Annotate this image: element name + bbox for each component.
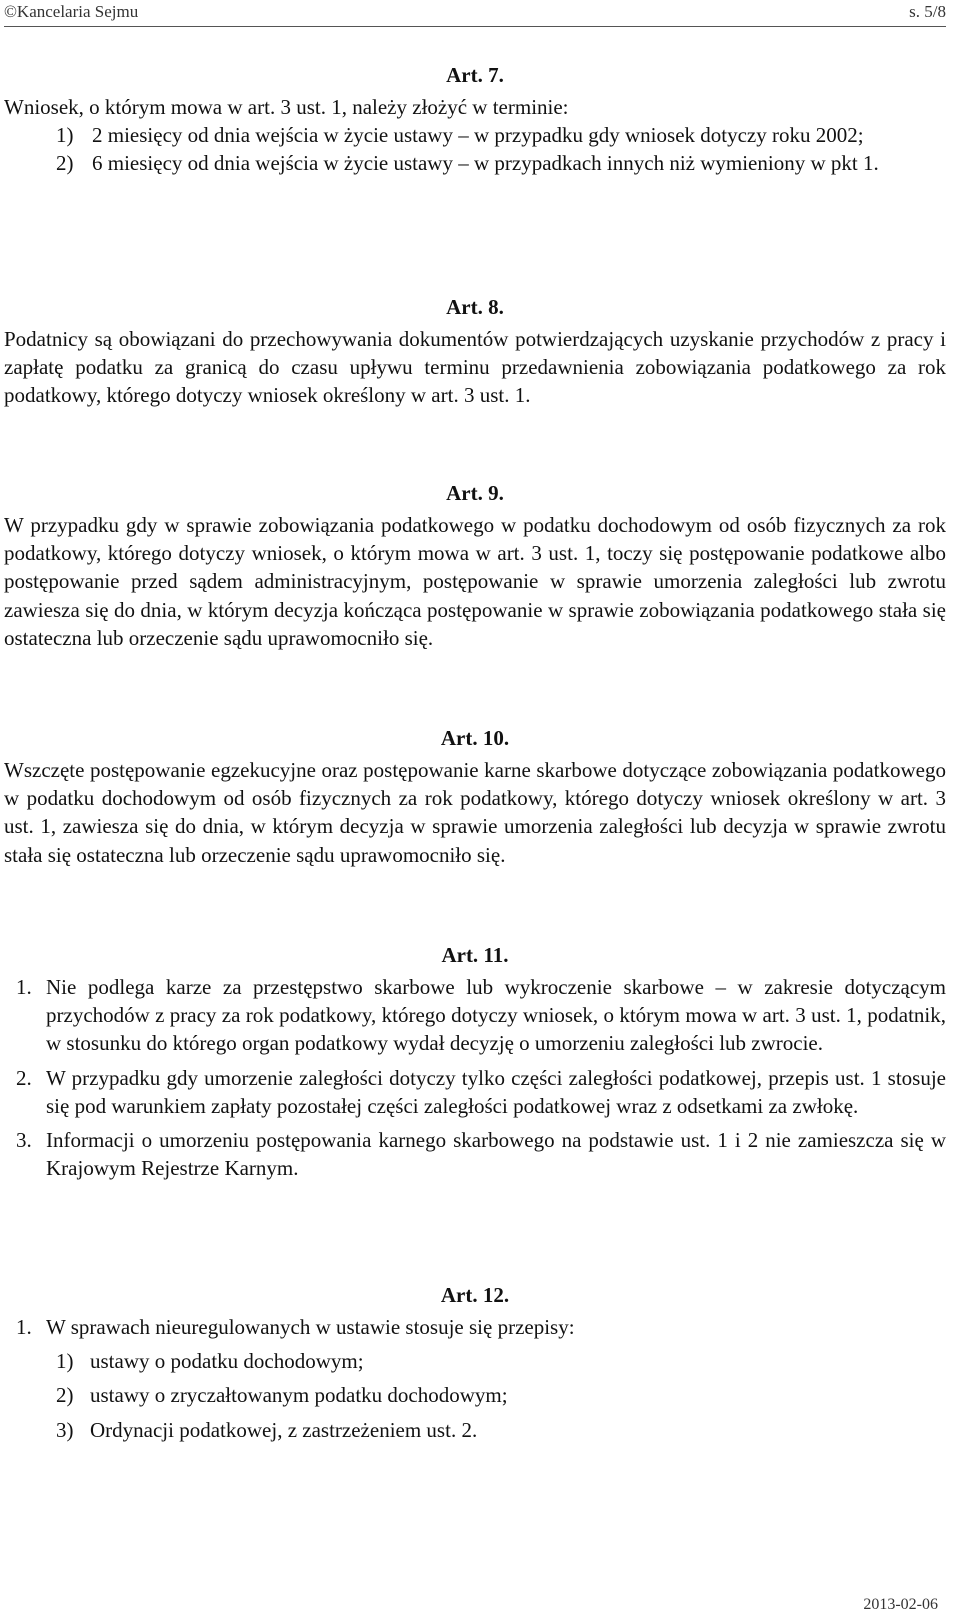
point-text: 6 miesięcy od dnia wejścia w życie ustawy – w przypadkach innych niż wymieniony w pkt 1. — [92, 151, 879, 176]
point-number: 3) — [56, 1417, 74, 1442]
article-9-title: Art. 9. — [446, 481, 504, 505]
ust-text: Informacji o umorzeniu postępowania karnego skarbowego na podstawie ust. 1 i 2 nie zamieszcza się w Krajowym Rejestrze Karnym. — [46, 1128, 946, 1181]
header-source: ©Kancelaria Sejmu — [4, 2, 139, 21]
header-divider — [4, 26, 946, 27]
article-9 — [4, 480, 946, 652]
article-10 — [4, 725, 946, 869]
article-11-title: Art. 11. — [441, 943, 509, 967]
point-number: 2) — [56, 1383, 74, 1408]
article-8-text: Podatnicy są obowiązani do przechowywania dokumentów potwierdzających uzyskanie przychodów z pracy i zapłatę podatku za granicą do czasu upływu terminu przedawnienia zobowiązania podatkowego za rok podatkowy, którego dotyczy wniosek określony w art. 3 ust. 1. — [4, 327, 946, 408]
article-11-ust-2 — [4, 1064, 946, 1120]
article-7-title: Art. 7. — [446, 63, 504, 87]
article-12 — [4, 1282, 946, 1444]
article-7 — [4, 62, 946, 178]
article-11 — [4, 942, 946, 1182]
footer-date: 2013-02-06 — [863, 1596, 938, 1613]
ust-number: 1. — [16, 1315, 32, 1339]
point-number: 1) — [56, 123, 74, 148]
article-12-title: Art. 12. — [440, 1283, 510, 1307]
ust-text: W przypadku gdy umorzenie zaległości dotyczy tylko części zaległości podatkowej, przepis ust. 1 stosuje się pod warunkiem zapłaty pozostałej części zaległości podatkowej wraz z odsetkami za zwłokę. — [46, 1065, 946, 1118]
point-text: ustawy o zryczałtowanym podatku dochodowym; — [90, 1383, 508, 1408]
article-12-point-2 — [4, 1381, 946, 1409]
article-7-point-2 — [4, 149, 946, 177]
article-9-text: W przypadku gdy w sprawie zobowiązania podatkowego w podatku dochodowym od osób fizycznych za rok podatkowy, którego dotyczy wniosek, o którym mowa w art. 3 ust. 1, toczy się postępowanie podatkowe albo postępowanie przed sądem administracyjnym, postępowanie w sprawie umorzenia zaległości lub zwrotu zawiesza się do dnia, w którym decyzja kończąca postępowanie w sprawie zobowiązania podatkowego stała się ostateczna lub orzeczenie sądu uprawomocniło się. — [4, 513, 946, 650]
article-12-point-3 — [4, 1416, 946, 1444]
point-text: Ordynacji podatkowej, z zastrzeżeniem ust. 2. — [90, 1417, 478, 1442]
point-number: 2) — [56, 151, 74, 176]
ust-text: Nie podlega karze za przestępstwo skarbowe lub wykroczenie skarbowe – w zakresie dotyczącym przychodów z pracy za rok podatkowy, którego dotyczy wniosek, o którym mowa w art. 3 ust. 1, podatnik, w stosunku do którego organ podatkowy wydał decyzję o umorzeniu zaległości lub zwrocie. — [46, 975, 946, 1056]
article-7-point-1 — [4, 121, 946, 149]
article-10-title: Art. 10. — [440, 726, 510, 750]
point-number: 1) — [56, 1349, 74, 1374]
article-12-point-1 — [4, 1347, 946, 1375]
point-text: ustawy o podatku dochodowym; — [90, 1349, 364, 1374]
article-8 — [4, 294, 946, 410]
article-11-ust-1 — [4, 973, 946, 1058]
article-7-intro: Wniosek, o którym mowa w art. 3 ust. 1, należy złożyć w terminie: — [4, 95, 569, 119]
article-12-ust-1 — [4, 1313, 946, 1341]
ust-number: 1. — [16, 975, 32, 999]
ust-number: 3. — [16, 1128, 32, 1153]
article-10-text: Wszczęte postępowanie egzekucyjne oraz postępowanie karne skarbowe dotyczące zobowiązania podatkowego w podatku dochodowym od osób fizycznych za rok podatkowy, którego dotyczy wniosek określony w art. 3 ust. 1, zawiesza się do dnia, w którym decyzja w sprawie umorzenia zaległości lub decyzja w sprawie zwrotu stała się ostateczna lub orzeczenie sądu uprawomocniło się. — [4, 758, 946, 867]
article-11-ust-3 — [4, 1126, 946, 1182]
ust-number: 2. — [16, 1065, 32, 1090]
article-8-title: Art. 8. — [446, 295, 504, 319]
header-page-number: s. 5/8 — [909, 2, 946, 21]
point-text: 2 miesięcy od dnia wejścia w życie ustawy – w przypadku gdy wniosek dotyczy roku 2002; — [92, 123, 864, 148]
ust-text: W sprawach nieuregulowanych w ustawie stosuje się przepisy: — [46, 1315, 575, 1339]
